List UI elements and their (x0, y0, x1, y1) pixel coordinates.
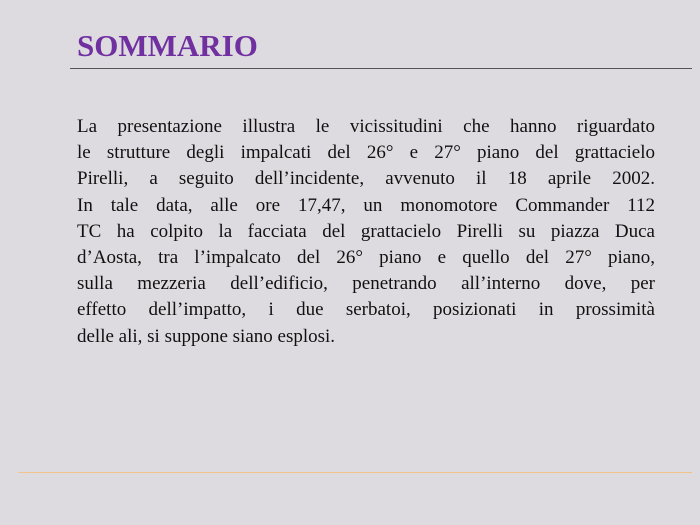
paragraph-line: le strutture degli impalcati del 26° e 27° piano del grattacielo (77, 142, 655, 164)
paragraph-line: Pirelli, a seguito dell’incidente, avvenuto il 18 aprile 2002. (77, 168, 655, 190)
paragraph-line: TC ha colpito la facciata del grattacielo Pirelli su piazza Duca (77, 220, 655, 242)
paragraph-line: sulla mezzeria dell’edificio, penetrando all’interno dove, per (77, 273, 655, 295)
paragraph-line: delle ali, si suppone siano esplosi. (77, 325, 336, 347)
paragraph-line: In tale data, alle ore 17,47, un monomotore Commander 112 (77, 194, 655, 216)
footer-divider (18, 472, 692, 473)
paragraph-line: d’Aosta, tra l’impalcato del 26° piano e quello del 27° piano, (77, 247, 655, 269)
slide-title: SOMMARIO (77, 28, 258, 63)
paragraph-line: effetto dell’impatto, i due serbatoi, posizionati in prossimità (77, 299, 655, 321)
summary-paragraph (77, 114, 655, 350)
title-divider (70, 68, 692, 69)
paragraph-line: La presentazione illustra le vicissitudini che hanno riguardato (77, 116, 655, 137)
